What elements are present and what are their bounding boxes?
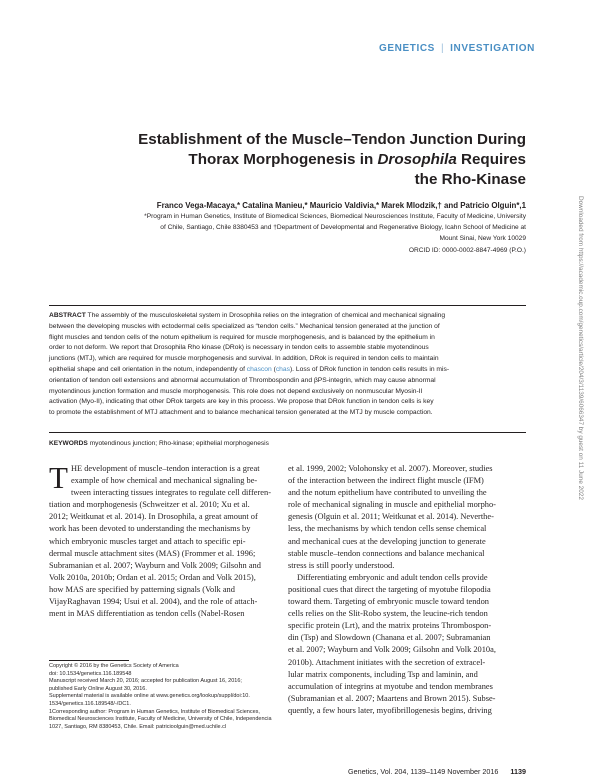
body-line: et al. 2007; Wayburn and Volk 2009; Gilsohn and Volk 2010a,: [288, 645, 496, 655]
body-line: din (Tsp) and Slowdown (Chanana et al. 2007; Subramanian: [288, 633, 491, 643]
body-line: genesis (Olguin et al. 2011; Weitkunat et al. 2014). Neverthe-: [288, 512, 494, 522]
article-category: INVESTIGATION: [450, 43, 535, 54]
orcid-id: ORCID ID: 0000-0002-8847-4969 (P.O.): [408, 247, 526, 254]
gene-link-chas[interactable]: chas: [275, 365, 290, 373]
title-line: Establishment of the Muscle–Tendon Junction During: [138, 131, 526, 148]
body-line: cells relies on the Slit-Robo system, the leucine-rich tendon: [288, 609, 488, 619]
body-line: stable muscle–tendon connections and balance mechanical: [288, 548, 485, 558]
author-list: Franco Vega-Macaya,* Catalina Manieu,* Mauricio Valdivia,* Marek Mlodzik,† and Patricio Olguin*,1: [156, 201, 526, 210]
body-column-right: [288, 463, 526, 717]
body-line: ment in MAS differentiation as tendon cells (Nabel-Rosen: [49, 609, 245, 619]
gene-link-chascon[interactable]: chascon: [246, 365, 272, 373]
body-line: stress is still poorly understood.: [288, 560, 395, 570]
footer-citation: Genetics, Vol. 204, 1139–1149 November 2016: [348, 767, 499, 776]
abstract-line: myotendinous junction formation and muscle morphogenesis. This role does not depend exclusively on nonmuscular Myosin-II: [49, 387, 423, 395]
body-line: Volk 2010a, 2010b; Ordan et al. 2015; Ordan and Volk 2015),: [49, 572, 256, 582]
journal-section: GENETICS: [379, 43, 435, 54]
body-column-left: [49, 460, 287, 620]
body-line: work has been devoted to understanding the mechanisms by: [49, 524, 251, 534]
body-line: lular matrix components, including Tsp and laminin, and: [288, 669, 478, 679]
body-line: example of how chemical and mechanical signaling be-: [70, 476, 258, 486]
body-line: role of mechanical signaling in muscle and epithelial morpho-: [288, 500, 496, 510]
abstract-label: ABSTRACT: [49, 312, 86, 319]
abstract-bottom-rule: [49, 432, 526, 433]
body-line: et al. 1999, 2002; Volohonsky et al. 2007). Moreover, studies: [288, 464, 493, 473]
affiliation-line: Mount Sinai, New York 10029: [439, 234, 526, 242]
article-title: [56, 130, 526, 190]
body-line: VijayRaghavan 1994; Usui et al. 2004), and the role of attach-: [49, 597, 258, 607]
body-line: toward them. Targeting of embryonic muscle toward tendon: [288, 597, 489, 607]
abstract-top-rule: [49, 305, 526, 306]
abstract: [49, 311, 526, 419]
header-separator: |: [440, 43, 445, 54]
footnote-line: 1027, Santiago, RM 8380453, Chile. Email: patricioolguin@med.uchile.cl: [49, 723, 227, 730]
abstract-line-text: The assembly of the musculoskeletal system in Drosophila relies on the integration of chemical and mechanical signaling: [87, 312, 446, 319]
download-watermark: [576, 196, 584, 616]
page-number: 1139: [510, 767, 526, 776]
body-line: and mechanical cues at the developing junction to generate: [288, 536, 486, 546]
body-line: 2012; Weitkunat et al. 2014). In Drosophila, a great amount of: [49, 512, 258, 522]
footnotes: [49, 663, 281, 731]
body-line: and the notum epithelium have contributed to unveiling the: [288, 488, 487, 498]
footnote-line: Biomedical Neurosciences Institute, Faculty of Medicine, University of Chile, Independencia: [49, 716, 272, 723]
page-footer: [348, 767, 526, 776]
body-line: 2010b). Attachment initiates with the secretion of extracel-: [288, 657, 486, 667]
body-line: (Subramanian et al. 2007; Maartens and Brown 2015). Subse-: [288, 693, 496, 703]
footnote-line: 1534/genetics.116.189548/-/DC1.: [49, 700, 131, 707]
body-line: tiation and morphogenesis (Schweitzer et al. 2010; Xu et al.: [49, 500, 250, 510]
footnote-line: 1Corresponding author: Program in Human Genetics, Institute of Biomedical Sciences,: [49, 708, 260, 715]
body-line: which embryonic muscles target and attach to specific epi-: [49, 536, 246, 546]
affiliation-line: of Chile, Santiago, Chile 8380453 and †Department of Developmental and Regenerative Biology, Icahn School of Medicine at: [160, 223, 526, 231]
title-line-part: Thorax Morphogenesis in Drosophila Requires: [188, 151, 526, 168]
abstract-line: activation (Myo-II), indicating that other DRok targets are key in this process. We propose that DRok function in tendon cells is key: [49, 398, 434, 406]
body-line: tween interacting tissues integrates to regulate cell differen-: [70, 488, 272, 498]
abstract-line: junctions (MTJ), which are required for muscle morphogenesis and survival. In addition, DRok is required in tendon cells to maintain: [49, 355, 439, 363]
abstract-line: orientation of tendon cell extensions and abnormal accumulation of Thrombospondin and βPS-integrin, which may cause abnormal: [49, 376, 436, 384]
affiliations: [46, 212, 526, 244]
keywords-text: myotendinous junction; Rho-kinase; epithelial morphogenesis: [89, 440, 269, 447]
abstract-line: epithelial shape and cell orientation in the notum, independently of chascon (chas). Loss of DRok function in tendon cells results in mis-: [49, 365, 450, 373]
watermark-text: Downloaded from https://academic.oup.com/genetics/article/204/3/1139/6066347 by guest on 11 June 2022: [577, 196, 584, 500]
drop-cap: T: [49, 460, 68, 495]
keywords-label: KEYWORDS: [49, 440, 88, 447]
body-line: HE development of muscle–tendon interaction is a great: [70, 464, 260, 473]
abstract-line: between the developing muscles with ectodermal cells specialized as “tendon cells.” Mechanical tension generated at the junction of: [49, 322, 440, 330]
footnote-line: Manuscript received March 20, 2016; accepted for publication August 16, 2016;: [49, 678, 242, 685]
body-line: positional cues that direct the targeting of myotube filopodia: [288, 584, 491, 594]
title-genus-italic: Drosophila: [377, 151, 457, 168]
body-line: dermal muscle attachment sites (MAS) (Frommer et al. 1996;: [49, 548, 256, 558]
affiliation-line: *Program in Human Genetics, Institute of Biomedical Sciences, Biomedical Neurosciences Institute, Faculty of Medicine, University: [144, 213, 526, 220]
abstract-line: to promote the establishment of MTJ attachment and to balance mechanical tension generated at the MTJ by muscle compaction.: [49, 409, 433, 417]
body-line: specific protein (Lrt), and the matrix proteins Thrombospon-: [288, 621, 492, 631]
body-line: Subramanian et al. 2007; Wayburn and Volk 2009; Gilsohn and: [49, 560, 261, 570]
body-line: Differentiating embryonic and adult tendon cells provide: [297, 572, 488, 582]
abstract-line-text: epithelial shape and cell orientation in the notum, independently of: [49, 365, 245, 373]
body-line: how MAS are specified by patterning signals (Volk and: [49, 584, 235, 594]
abstract-line: flight muscles and tendon cells of the notum epithelium is required for muscle morphogenesis, and is balanced by the epithelium in: [49, 333, 435, 341]
keywords: [49, 440, 269, 447]
footnote-supplemental-link[interactable]: Supplemental material is available online at www.genetics.org/lookup/suppl/doi:10.: [49, 693, 250, 700]
title-line: [56, 150, 526, 170]
body-line: accumulation of integrins at myotube and tendon membranes: [288, 681, 493, 691]
title-line: the Rho-Kinase: [414, 171, 526, 188]
abstract-line-text: Loss of DRok function in tendon cells results in mis-: [295, 365, 450, 373]
footnote-line: Copyright © 2016 by the Genetics Society of America: [49, 663, 179, 669]
body-line: quently, a few hours later, myofibrillogenesis begins, driving: [288, 705, 492, 715]
body-line: of the interaction between the indirect flight muscle (IFM): [288, 476, 484, 486]
footnote-line: published Early Online August 30, 2016.: [49, 685, 147, 692]
journal-header: [379, 43, 535, 54]
footnote-line: doi: 10.1534/genetics.116.189548: [49, 670, 132, 677]
abstract-line: order to not deform. We report that Drosophila Rho kinase (DRok) is necessary in tendon cells to assemble stable myotendinous: [49, 344, 429, 352]
abstract-line: [49, 311, 526, 322]
footnote-rule: [49, 660, 129, 661]
body-line: less, the mechanisms by which tendon cells sense chemical: [288, 524, 487, 534]
